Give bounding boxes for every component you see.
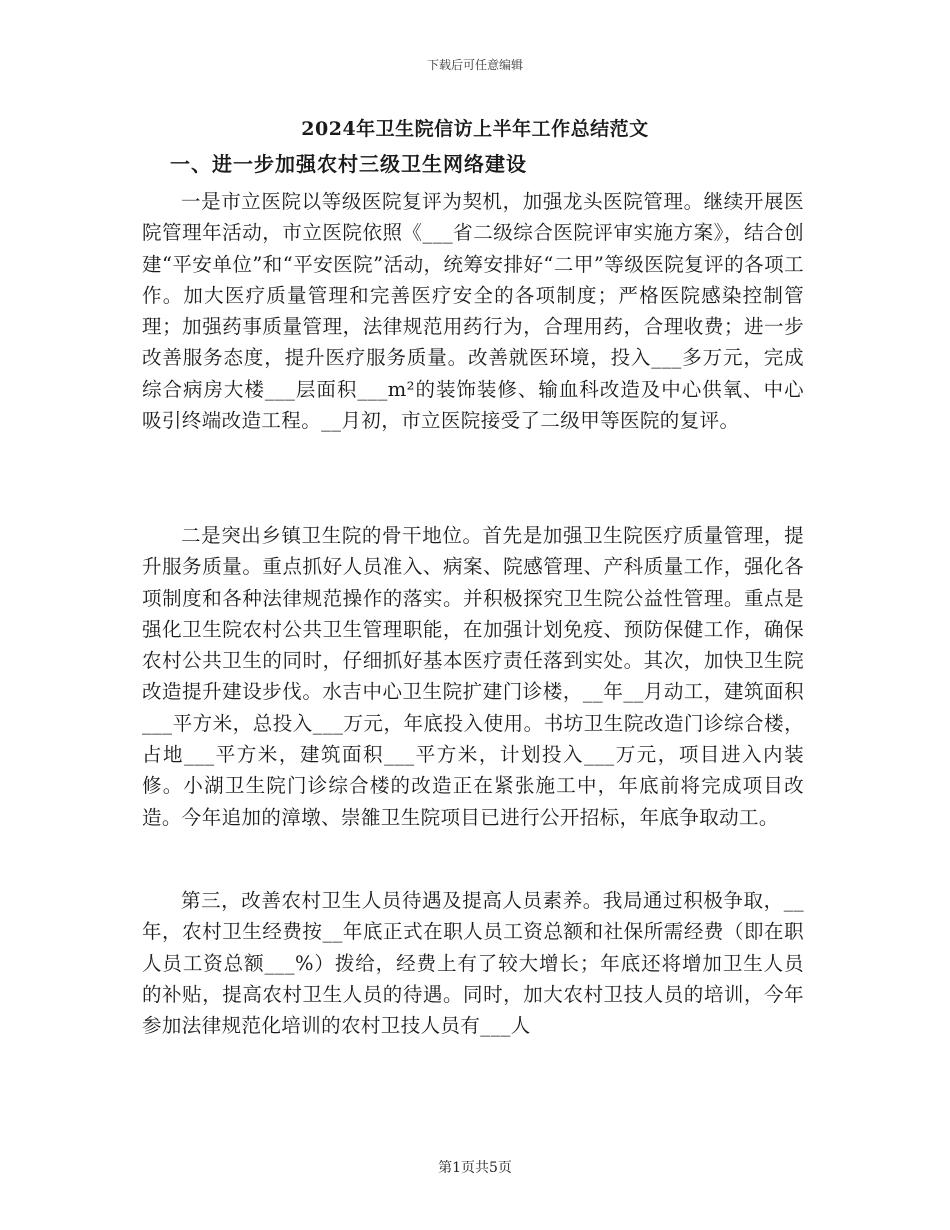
paragraph: 一是市立医院以等级医院复评为契机，加强龙头医院管理。继续开展医院管理年活动，市立医院依照《___省二级综合医院评审实施方案》，结合创建“平安单位”和“平安医院”活动，统筹安排好“二甲”等级医院复评的各项工作。加大医疗质量管理和完善医疗安全的各项制度；严格医院感染控制管理；加强药事质量管理，法律规范用药行为，合理用药，合理收费；进一步改善服务态度，提升医疗服务质量。改善就医环境，投入___多万元，完成综合病房大楼___层面积___m²的装饰装修、输血科改造及中心供氧、中心吸引终端改造工程。__月初，市立医院接受了二级甲等医院的复评。 <box>142 190 804 433</box>
paragraph-block-3 <box>142 885 804 1041</box>
paragraph: 二是突出乡镇卫生院的骨干地位。首先是加强卫生院医疗质量管理，提升服务质量。重点抓好人员准入、病案、院感管理、产科质量工作，强化各项制度和各种法律规范操作的落实。并积极探究卫生院公益性管理。重点是强化卫生院农村公共卫生管理职能，在加强计划免疫、预防保健工作，确保农村公共卫生的同时，仔细抓好基本医疗责任落到实处。其次，加快卫生院改造提升建设步伐。水吉中心卫生院扩建门诊楼，__年__月动工，建筑面积___平方米，总投入___万元，年底投入使用。书坊卫生院改造门诊综合楼，占地___平方米，建筑面积___平方米，计划投入___万元，项目进入内装修。小湖卫生院门诊综合楼的改造正在紧张施工中，年底前将完成项目改造。今年追加的漳墩、崇雒卫生院项目已进行公开招标，年底争取动工。 <box>142 524 804 829</box>
document-title: 2024年卫生院信访上半年工作总结范文 <box>301 118 649 140</box>
section-heading: 一、进一步加强农村三级卫生网络建设 <box>170 152 527 176</box>
paragraph-block-2 <box>142 520 804 833</box>
paragraph-block-1 <box>142 186 804 436</box>
paragraph: 第三，改善农村卫生人员待遇及提高人员素养。我局通过积极争取，__年，农村卫生经费按__年底正式在职人员工资总额和社保所需经费（即在职人员工资总额___%）拨给，经费上有了较大增长；年底还将增加卫生人员的补贴，提高农村卫生人员的待遇。同时，加大农村卫技人员的培训，今年参加法律规范化培训的农村卫技人员有___人 <box>142 889 804 1038</box>
header-note: 下载后可任意编辑 <box>426 58 523 72</box>
page-number: 第1页共5页 <box>438 1160 512 1176</box>
